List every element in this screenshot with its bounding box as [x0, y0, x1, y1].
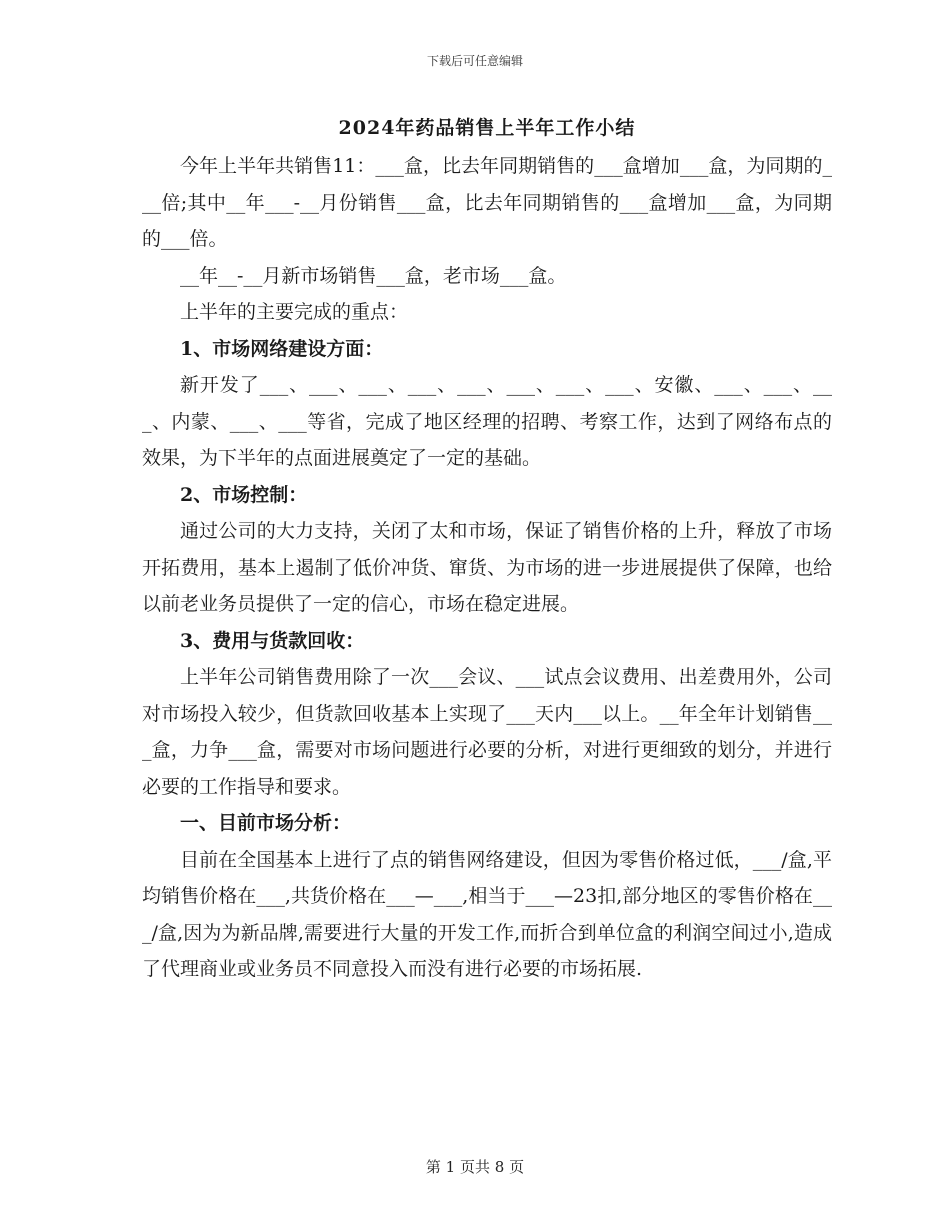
section-heading-market-analysis: 一、目前市场分析： [180, 812, 352, 834]
document-body [142, 114, 832, 988]
section-heading-network: 1、市场网络建设方面： [180, 337, 384, 360]
page-header-note: 下载后可任意编辑 [426, 54, 523, 68]
paragraph-market-sales: __年__-__月新市场销售___盒，老市场___盒。 [180, 264, 567, 287]
paragraph-expenses: 上半年公司销售费用除了一次___会议、___试点会议费用、出差费用外，公司对市场投入较少，但货款回收基本上实现了___天内___以上。__年全年计划销售___盒，力争___盒，需要对市场问题进行必要的分析，对进行更细致的划分，并进行必要的工作指导和要求。 [142, 666, 832, 798]
document-title: 2024年药品销售上半年工作小结 [338, 117, 636, 139]
paragraph-key-points-intro: 上半年的主要完成的重点： [180, 301, 409, 323]
section-heading-market-control: 2、市场控制： [180, 483, 308, 506]
page-footer-number: 第 1 页共 8 页 [425, 1158, 525, 1176]
paragraph-market-analysis: 目前在全国基本上进行了点的销售网络建设，但因为零售价格过低，___/盒,平均销售价格在___,共货价格在___—___,相当于___—23扣,部分地区的零售价格在___/盒,因为为新品牌,需要进行大量的开发工作,而折合到单位盒的利润空间过小,造成了代理商业或业务员不同意投入而没有进行必要的市场拓展. [142, 848, 832, 980]
paragraph-network: 新开发了___、___、___、___、___、___、___、___、安徽、___、___、___、内蒙、___、___等省，完成了地区经理的招聘、考察工作，达到了网络布点的效果，为下半年的点面进展奠定了一定的基础。 [142, 374, 832, 469]
section-heading-expenses: 3、费用与货款回收： [180, 629, 365, 652]
paragraph-sales-summary: 今年上半年共销售11：___盒，比去年同期销售的___盒增加___盒，为同期的___倍;其中__年___-__月份销售___盒，比去年同期销售的___盒增加___盒，为同期的___倍。 [142, 155, 832, 250]
paragraph-market-control: 通过公司的大力支持，关闭了太和市场，保证了销售价格的上升，释放了市场开拓费用，基本上遏制了低价冲货、窜货、为市场的进一步进展提供了保障，也给以前老业务员提供了一定的信心，市场在稳定进展。 [142, 520, 832, 615]
